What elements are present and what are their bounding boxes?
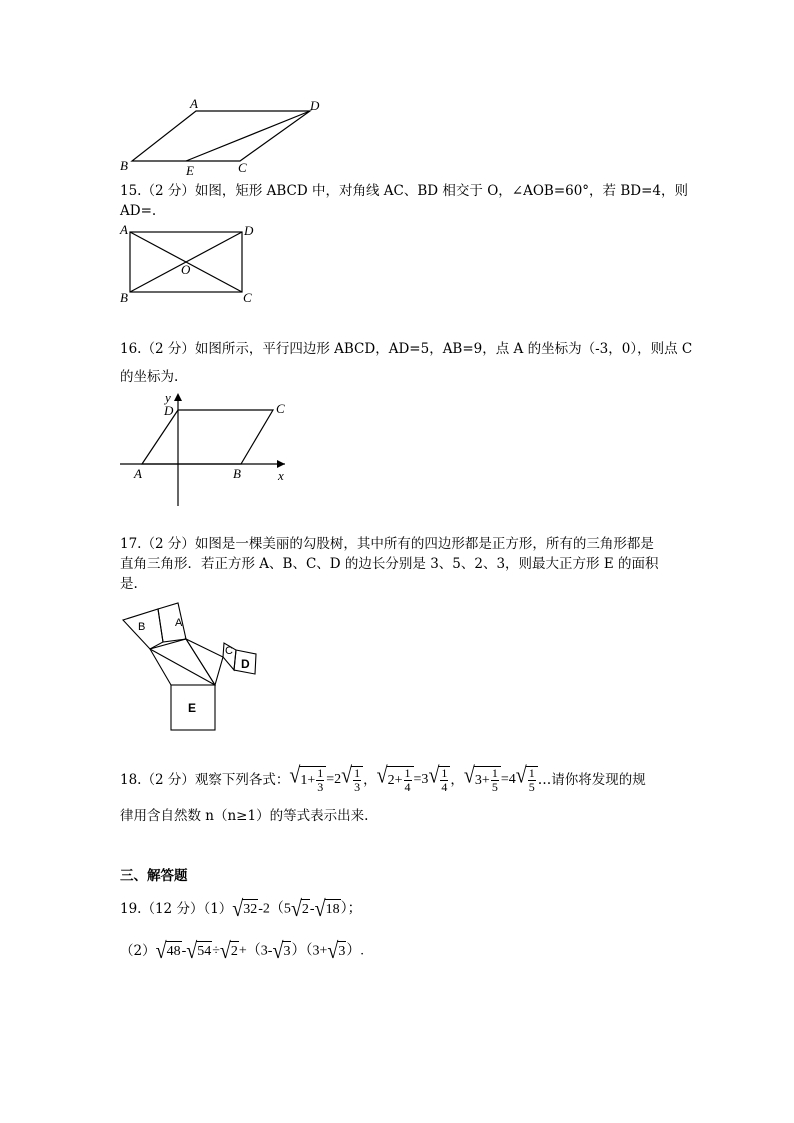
question-17-text-line2: 直角三角形．若正方形 A、B、C、D 的边长分别是 3、5、2、3，则最大正方形 E 的面积 bbox=[120, 556, 659, 572]
label-a: A bbox=[175, 617, 183, 629]
rectangle-figure-15 bbox=[110, 222, 270, 307]
coordinate-figure-16 bbox=[110, 388, 300, 513]
equation-1: √ 1+ $\frac{1}{3}$ =2 √ $\frac{1}{3}$ bbox=[289, 766, 363, 794]
expression-1: √ 32 -2（5 √ 2 - √ 18 ）； bbox=[232, 895, 362, 922]
separator: ， bbox=[363, 772, 377, 788]
label-e: E bbox=[186, 163, 194, 178]
label-d: D bbox=[241, 657, 250, 671]
label-b: B bbox=[120, 290, 128, 305]
expression-2: √ 48 - √ 54 ÷ √ 2 +（3- √ 3 ）（3+ √ 3 ）. bbox=[155, 937, 364, 964]
label-b: B bbox=[233, 466, 241, 481]
question-16-text-line1: 16.（2 分）如图所示，平行四边形 ABCD，AD=5，AB=9，点 A 的坐标为（-3，0），则点 C bbox=[120, 341, 693, 357]
label-c: C bbox=[238, 160, 247, 175]
equation-2: √ 2+ $\frac{1}{4}$ =3 √ $\frac{1}{4}$ bbox=[377, 766, 451, 794]
label-o: O bbox=[181, 262, 191, 277]
label-b: B bbox=[120, 158, 128, 173]
parallelogram-figure-14 bbox=[110, 95, 340, 180]
label-d: D bbox=[310, 98, 320, 113]
question-17-text-line3: 是. bbox=[120, 576, 138, 592]
label-d: D bbox=[244, 223, 254, 238]
question-15-text-line1: 15.（2 分）如图，矩形 ABCD 中，对角线 AC、BD 相交于 O，∠AOB=60°，若 BD=4，则 bbox=[120, 183, 688, 199]
question-19-part-2 bbox=[120, 939, 364, 963]
label-c: C bbox=[243, 290, 252, 305]
question-18-text-line1 bbox=[120, 762, 646, 798]
label-a: A bbox=[120, 222, 128, 237]
separator: ， bbox=[450, 772, 464, 788]
label-d: D bbox=[164, 403, 174, 418]
label-c: C bbox=[276, 401, 285, 416]
question-18-tail: …请你将发现的规 bbox=[537, 772, 646, 788]
question-19-part-1 bbox=[120, 897, 362, 921]
label-e: E bbox=[188, 701, 197, 715]
label-a: A bbox=[190, 96, 198, 111]
pythagoras-tree-figure-17 bbox=[110, 596, 270, 736]
label-c: C bbox=[225, 645, 233, 657]
question-17-text-line1: 17.（2 分）如图是一棵美丽的勾股树，其中所有的四边形都是正方形，所有的三角形都是 bbox=[120, 536, 654, 552]
question-19-prefix: 19.（12 分）（1） bbox=[120, 901, 233, 917]
question-15-text-line2: AD=. bbox=[120, 203, 157, 219]
section-3-title: 三、解答题 bbox=[120, 868, 188, 884]
label-a: A bbox=[134, 466, 142, 481]
question-16-text-line2: 的坐标为. bbox=[120, 369, 179, 385]
equation-3: √ 3+ $\frac{1}{5}$ =4 √ $\frac{1}{5}$ bbox=[464, 766, 538, 794]
question-18-text-line2: 律用含自然数 n（n≥1）的等式表示出来. bbox=[120, 808, 369, 824]
question-18-prefix: 18.（2 分）观察下列各式： bbox=[120, 772, 290, 788]
label-b: B bbox=[138, 621, 146, 633]
label-x: x bbox=[278, 468, 284, 483]
label-y: y bbox=[165, 390, 171, 405]
question-19-part-2-prefix: （2） bbox=[120, 943, 156, 959]
